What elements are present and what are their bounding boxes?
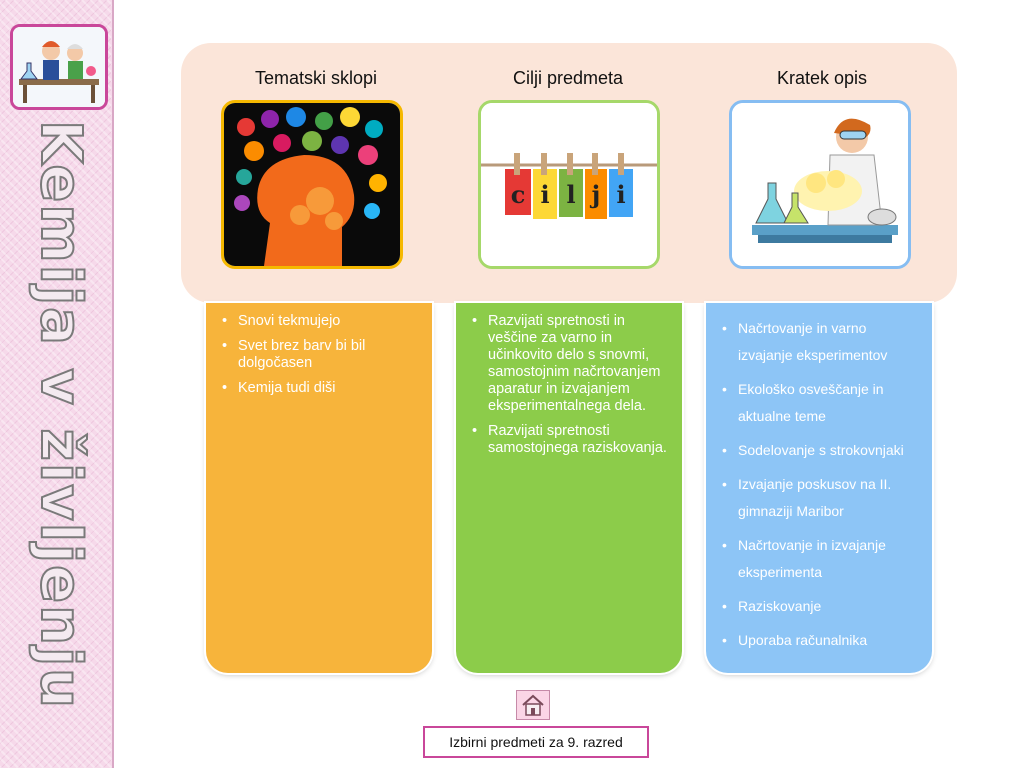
heading-kratek-opis: Kratek opis xyxy=(776,68,868,88)
scientist-lab-icon xyxy=(729,100,911,269)
topics-list xyxy=(206,303,432,397)
vertical-title xyxy=(28,120,93,711)
heading-cilji-predmeta: Cilji predmeta xyxy=(512,68,624,88)
list-item: • Sodelovanje s strokovnjaki xyxy=(720,437,918,464)
list-item: • Uporaba računalnika xyxy=(720,627,918,654)
list-item: • Ekološko osveščanje in aktualne teme xyxy=(720,376,918,430)
list-item: • Svet brez barv bi bil dolgočasen xyxy=(220,338,418,372)
home-icon xyxy=(517,691,549,719)
list-item: • Snovi tekmujejo xyxy=(220,313,418,330)
column-kratek-opis xyxy=(706,303,932,673)
list-item: • Načrtovanje in izvajanje eksperimenta xyxy=(720,532,918,586)
list-item: • Kemija tudi diši xyxy=(220,380,418,397)
cilji-letter-l: l xyxy=(566,180,576,209)
home-button[interactable] xyxy=(516,690,550,720)
cilji-letter-i-2: i xyxy=(616,180,626,209)
chemists-logo-icon xyxy=(10,24,108,110)
footer-link-izbirni-predmeti[interactable]: Izbirni predmeti za 9. razred xyxy=(423,726,649,758)
column-cilji-predmeta xyxy=(456,303,682,673)
cilji-letter-i: i xyxy=(540,180,550,209)
list-item: • Razvijati spretnosti samostojnega raziskovanja. xyxy=(470,423,668,457)
cilji-letter-j: j xyxy=(591,180,601,209)
description-list xyxy=(706,303,932,654)
list-item: • Raziskovanje xyxy=(720,593,918,620)
sidebar-title: Kemija v življenju xyxy=(28,120,93,711)
heading-tematski-sklopi: Tematski sklopi xyxy=(254,68,378,88)
column-tematski-sklopi xyxy=(206,303,432,673)
clothesline-cilji-icon xyxy=(478,100,660,269)
list-item: • Načrtovanje in varno izvajanje eksperimentov xyxy=(720,315,918,369)
sidebar xyxy=(0,0,114,768)
brain-head-icon xyxy=(221,100,403,269)
cilji-letter-c: c xyxy=(510,180,526,209)
goals-list xyxy=(456,303,682,457)
list-item: • Razvijati spretnosti in veščine za varno in učinkovito delo s snovmi, samostojnim načrtovanjem aparatur in izvajanjem eksperimentalnega dela. xyxy=(470,313,668,415)
list-item: • Izvajanje poskusov na II. gimnaziji Maribor xyxy=(720,471,918,525)
